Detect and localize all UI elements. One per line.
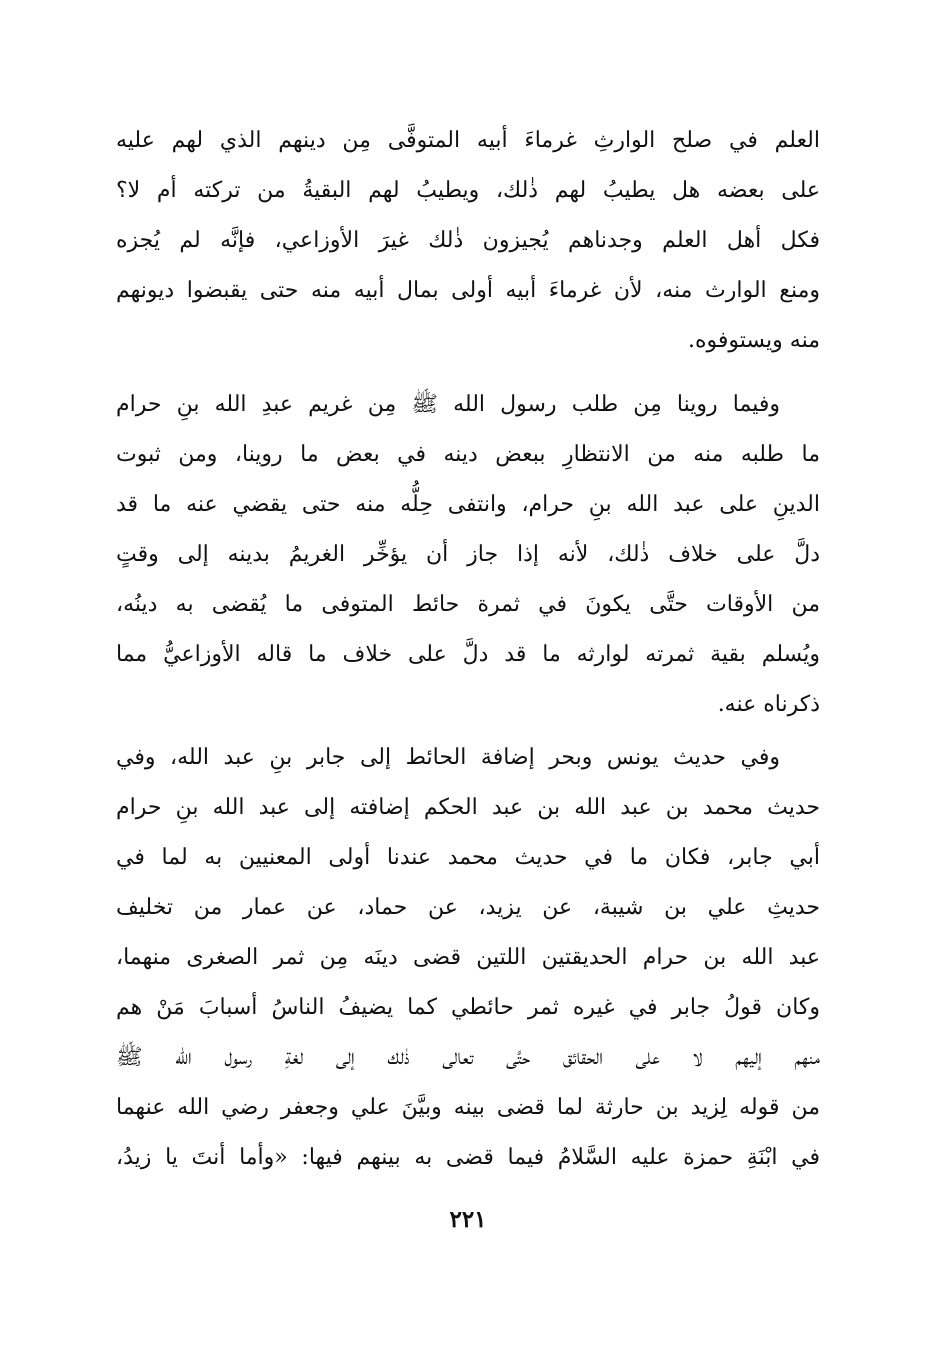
text-line: وفي حديث يونس وبحر إضافة الحائط إلى جابر بنِ عبد الله، وفي [116,745,780,770]
text-line: ذكرناه عنه. [717,692,820,717]
text-line: ما طلبه منه من الانتظارِ ببعض دينه في بعض ما روينا، ومن ثبوت [116,442,820,467]
paragraph-2 [116,380,820,730]
text-line: العلم في صلح الوارثِ غرماءَ أبيه المتوفَّى مِن دينهم الذي لهم عليه [116,128,820,153]
text-line: فكل أهل العلم وجدناهم يُجيزون ذٰلك غيرَ الأوزاعي، فإنَّه لم يُجزه [116,228,820,253]
text-line: وكان قولُ جابر في غيره ثمر حائطي كما يضيفُ الناسُ أسبابَ مَنْ هم [116,995,820,1020]
paragraph-3 [116,733,820,1183]
text-line: دلَّ على خلاف ذٰلك، لأنه إذا جاز أن يؤخِّر الغريمُ بدينه إلى وقتٍ [116,542,820,567]
text-line: حديث محمد بن عبد الله بن عبد الحكم إضافته إلى عبد الله بنِ حرام [116,795,820,820]
text-line: منهم إليهم لا على الحقائق حتَّى تعالى ذٰلك إلى لغةِ رسول الله ﷺ [116,1045,820,1070]
text-line: ويُسلم بقية ثمرته لوارثه ما قد دلَّ على خلاف ما قاله الأوزاعيُّ مما [116,642,820,667]
text-line: ومنع الوارث منه، لأن غرماءَ أبيه أولى بمال أبيه منه حتى يقبضوا ديونهم [116,278,820,303]
text-line: من الأوقات حتَّى يكونَ في ثمرة حائط المتوفى ما يُقضى به دينُه، [116,592,820,617]
paragraph-1 [116,116,820,366]
text-line: من قوله لِزيد بن حارثة لما قضى بينه وبيَّنَ علي وجعفر رضي الله عنهما [116,1095,820,1120]
text-line: حديثِ علي بن شيبة، عن يزيد، عن حماد، عن عمار من تخليف [116,895,820,920]
text-line: على بعضه هل يطيبُ لهم ذٰلك، ويطيبُ لهم البقيةُ من تركته أم لا؟ [116,178,820,203]
page-number: ٢٢١ [449,1206,487,1233]
text-line: عبد الله بن حرام الحديقتين اللتين قضى دينَه مِن ثمر الصغرى منهما، [116,945,820,970]
text-line: في ابْنَةِ حمزة عليه السَّلامُ فيما قضى به بينهم فيها: «وأما أنتَ يا زيدُ، [116,1145,820,1170]
text-line: منه ويستوفوه. [688,328,820,353]
text-line: أبي جابر، فكان ما في حديث محمد عندنا أولى المعنيين به لما في [116,845,820,870]
text-line: وفيما روينا مِن طلب رسول الله ﷺ مِن غريم عبدِ الله بنِ حرام [116,392,780,417]
text-line: الدينِ على عبد الله بنِ حرام، وانتفى حِلُّه منه حتى يقضي عنه ما قد [116,492,820,517]
